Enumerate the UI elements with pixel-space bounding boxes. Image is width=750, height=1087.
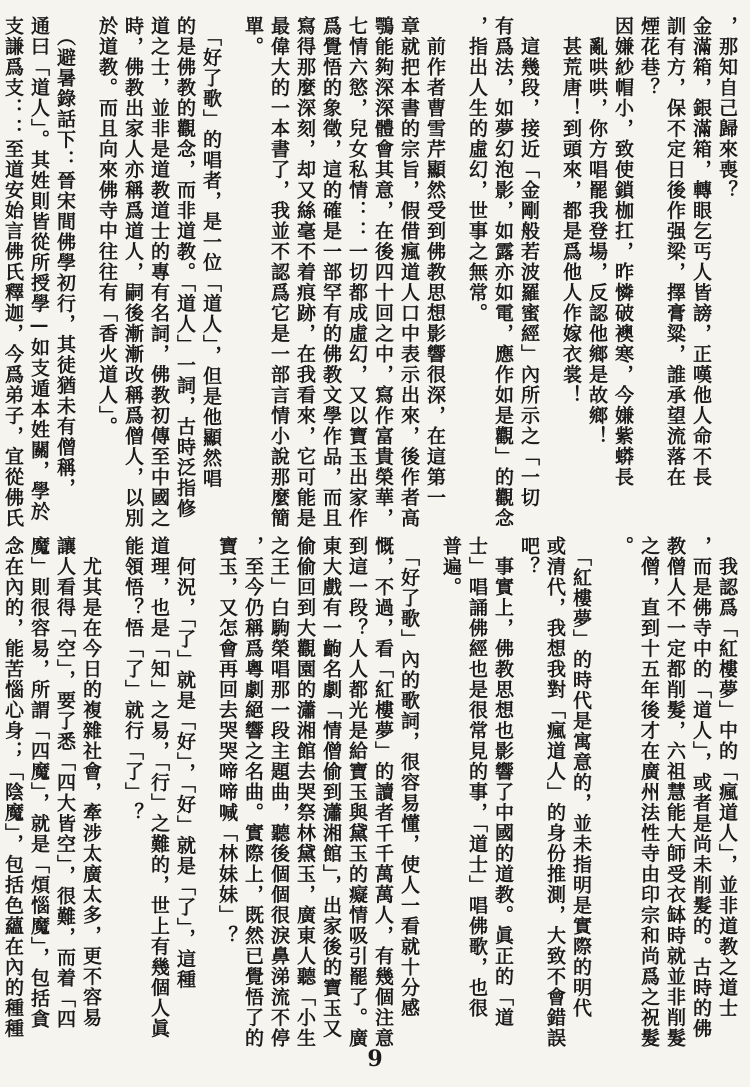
- text-column: 通曰「道人」。其姓則皆從所授學—如支遁本姓關，學於: [28, 16, 50, 522]
- text-column: 於道教。而且向來佛寺中往往有「香火道人」。: [96, 16, 118, 437]
- text-column: 道之士，並非是道教道士的專有名詞，佛教初傳至中國之: [148, 16, 170, 529]
- text-column: ，而是佛寺中的「道人」，或者是尚未削髮的。古時的佛: [690, 536, 712, 1039]
- text-column: 之王」白駒榮唱那一段主題曲，聽後個個很淚鼻涕流不停: [268, 536, 290, 1049]
- text-column: ，指出人生的虛幻，世事之無常。: [466, 16, 488, 324]
- text-column: 吧？: [518, 536, 540, 577]
- text-column: 時，佛教出家人亦稱爲道人，嗣後漸漸改稱爲僧人，以別: [122, 16, 144, 529]
- text-column: 普遍。: [440, 536, 462, 598]
- bottom-text-block: [2, 536, 738, 1049]
- text-column: 道理，也是「知」之易，「行」之難的，世上有幾個人眞: [148, 536, 170, 1039]
- text-column: 爲覺悟的象徵，這的確是一部罕有的佛教文學作品，而且: [320, 16, 342, 529]
- text-column: 「紅樓夢」的時代是寓意的，並未指明是實際的明代: [570, 536, 592, 1019]
- text-column: 因嫌紗帽小，致使鎖枷扛，昨憐破襖寒，今嫌紫蟒長: [612, 16, 634, 488]
- text-column: 單。: [242, 16, 264, 57]
- text-column: 章就把本書的宗旨，假借瘋道人口中表示出來，後作者高: [398, 16, 420, 529]
- text-column: 金滿箱，銀滿箱，轉眼乞丐人皆謗，正嘆他人命不長: [690, 16, 712, 488]
- text-column: 念在內的，能苦惱心身；「陰魔」，包括色蘊在內的種種: [2, 536, 24, 1039]
- text-column: 最偉大的一本書了，我並不認爲它是一部言情小說那麼簡: [268, 16, 290, 529]
- paragraph-gap: [106, 536, 118, 1040]
- text-column: 前作者曹雪芹顯然受到佛教思想影響很深，在這第一: [424, 16, 446, 508]
- text-column: 煙花巷？: [638, 16, 660, 98]
- text-column: 「好了歌」內的歌詞，很容易懂，使人一看就十分感: [398, 536, 420, 1019]
- text-column: 之僧，直到十五年後才在廣州法性寺由印宗和尚爲之祝髮: [638, 536, 660, 1049]
- text-column: 亂哄哄，你方唱罷我登場，反認他鄉是故鄉！: [586, 16, 608, 447]
- text-column: 的是佛教的觀念，而非道教。「道人」一詞，古時泛指修: [174, 16, 196, 519]
- text-column: 士」唱誦佛經也是很常見的事，「道士」唱佛歌，也很: [466, 536, 488, 1019]
- top-text-block: [2, 16, 738, 529]
- paragraph-gap: [80, 16, 92, 528]
- text-column: 尤其是在今日的複雜社會，牽涉太廣太多，更不容易: [80, 536, 102, 1028]
- text-column: 魔」則很容易，所謂「四魔」，就是「煩惱魔」，包括貪: [28, 536, 50, 1030]
- text-column: 寶玉，又怎會再回去哭哭啼啼喊「林妹妹」？: [216, 536, 238, 946]
- text-column: ，那知自己歸來喪？: [716, 16, 738, 201]
- paragraph-gap: [450, 16, 462, 528]
- paragraph-gap: [226, 16, 238, 528]
- text-column: 東大戲有一齣名劇「情僧偷到瀟湘館」，出家後的寶玉又: [320, 536, 342, 1039]
- text-column: 讓人看得「空」，要了悉「四大皆空」，很難，而着「四: [54, 536, 76, 1030]
- text-column: 支謙爲支：：至道安始言佛氏釋迦，今爲弟子，宜從佛氏: [2, 16, 24, 529]
- text-column: 「好了歌」的唱者，是一位「道人」，但是他顯然唱: [200, 16, 222, 489]
- text-column: 能領悟？悟「了」就行「了」？: [122, 536, 144, 823]
- text-column: 這幾段，接近「金剛般若波羅蜜經」內所示之「一切: [518, 16, 540, 508]
- text-column: 甚荒唐！到頭來，都是爲他人作嫁衣裳！: [560, 16, 582, 406]
- paragraph-gap: [200, 536, 212, 1040]
- text-column: 或清代，我想我對「瘋道人」的身份推測，大致不會錯誤: [544, 536, 566, 1049]
- page-number: 9: [367, 1046, 383, 1072]
- text-column: 。: [612, 536, 634, 557]
- text-column: 教僧人不一定都削髮，六祖慧能大師受衣缽時就並非削髮: [664, 536, 686, 1049]
- paragraph-gap: [596, 536, 608, 1040]
- text-column: 慨，不過，看「紅樓夢」的讀者千千萬萬人，有幾個注意: [372, 536, 394, 1049]
- text-column: 訓有方，保不定日後作强梁，擇膏粱，誰承望流落在: [664, 16, 686, 488]
- text-column: 偷偷回到大觀園的瀟湘館去哭祭林黛玉，廣東人聽「小生: [294, 536, 316, 1049]
- text-column: ，至今仍稱爲粵劇絕響之名曲。實際上，既然已覺悟了的: [242, 536, 264, 1049]
- text-column: 有爲法，如夢幻泡影，如露亦如電，應作如是觀」的觀念: [492, 16, 514, 529]
- text-column: 鶚能夠深深體會其意，在後四十回之中，寫作富貴榮華，: [372, 16, 394, 529]
- text-column: 何況，「了」就是「好」，「好」就是「了」，這種: [174, 536, 196, 990]
- text-column: 七情六慾，兒女私情：：一切都成虛幻，又以寶玉出家作: [346, 16, 368, 529]
- text-column: 事實上，佛教思想也影響了中國的道教。眞正的「道: [492, 536, 514, 1028]
- paragraph-gap: [424, 536, 436, 1040]
- text-column: 到這一段？人人都光是給寶玉與黛玉的癡情吸引罷了。廣: [346, 536, 368, 1049]
- text-column: （避暑錄話下：晉宋間佛學初行，其徒猶未有僧稱，: [54, 16, 76, 499]
- text-column: 寫得那麼深刻，却又絲毫不着痕跡，在我看來，它可能是: [294, 16, 316, 529]
- paragraph-gap: [544, 16, 556, 528]
- text-column: 我認爲「紅樓夢」中的「瘋道人」，並非道教之道士: [716, 536, 738, 1019]
